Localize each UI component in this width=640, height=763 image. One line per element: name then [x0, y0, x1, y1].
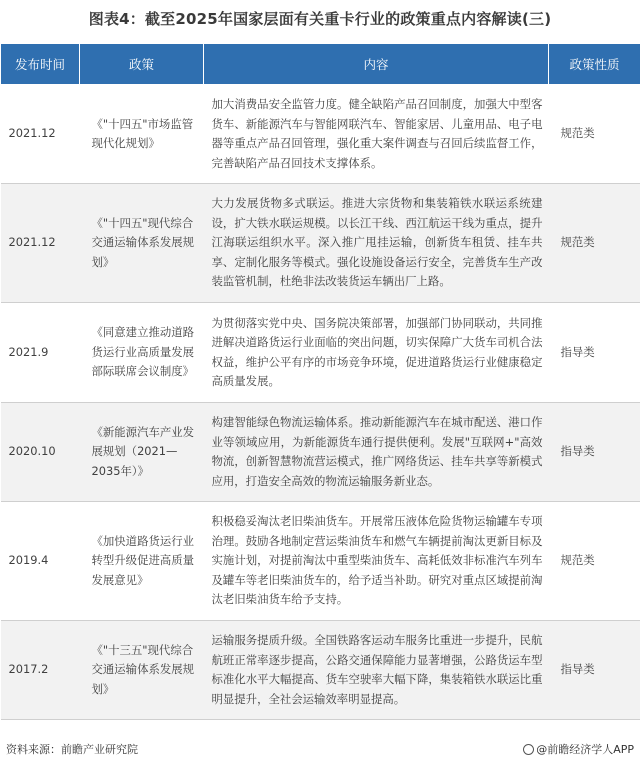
- cell-nature: 指导类: [549, 303, 640, 403]
- cell-content: 加大消费品安全监管力度。健全缺陷产品召回制度，加强大中型客货车、新能源汽车与智能网联汽车、智能家居、儿童用品、电子电器等重点产品召回管理，强化重大案件调查与召回后续监督工作，完善缺陷产品召回技术支撑体系。: [204, 85, 549, 184]
- source-note: 资料来源：前瞻产业研究院: [6, 743, 138, 756]
- table-row: [1, 403, 640, 502]
- brand-credit-text: @前瞻经济学人APP: [536, 743, 634, 756]
- cell-content: 大力发展货物多式联运。推进大宗货物和集装箱铁水联运系统建设，扩大铁水联运规模。以长江干线、西江航运干线为重点，提升江海联运组织水平。深入推广甩挂运输，创新货车租赁、挂车共享、定制化服务等模式。强化设施设备运行安全，完善货车生产改装监管机制，杜绝非法改装货运车辆出厂上路。: [204, 184, 549, 303]
- cell-content: 为贯彻落实党中央、国务院决策部署，加强部门协同联动，共同推进解决道路货运行业面临的突出问题，切实保障广大货车司机合法权益，维护公平有序的市场竞争环境，促进道路货运行业健康稳定高质量发展。: [204, 303, 549, 403]
- table-row: [1, 303, 640, 403]
- cell-date: 2020.10: [1, 403, 80, 502]
- cell-content: 构建智能绿色物流运输体系。推动新能源汽车在城市配送、港口作业等领域应用，为新能源货车通行提供便利。发展"互联网+"高效物流，创新智慧物流营运模式，推广网络货运、挂车共享等新模式应用，打造安全高效的物流运输服务新业态。: [204, 403, 549, 502]
- table-row: [1, 184, 640, 303]
- cell-nature: 规范类: [549, 502, 640, 621]
- cell-date: 2019.4: [1, 502, 80, 621]
- cell-policy: 《同意建立推动道路货运行业高质量发展部际联席会议制度》: [80, 303, 204, 403]
- cell-nature: 规范类: [549, 184, 640, 303]
- cell-date: 2021.12: [1, 184, 80, 303]
- brand-logo-icon: [523, 744, 534, 755]
- cell-policy: 《"十四五"现代综合交通运输体系发展规划》: [80, 184, 204, 303]
- cell-policy: 《加快道路货运行业转型升级促进高质量发展意见》: [80, 502, 204, 621]
- page-title: 图表4：截至2025年国家层面有关重卡行业的政策重点内容解读(三): [88, 10, 552, 28]
- cell-date: 2021.12: [1, 85, 80, 184]
- cell-date: 2021.9: [1, 303, 80, 403]
- table-row: [1, 502, 640, 621]
- table-row: [1, 85, 640, 184]
- cell-policy: 《"十三五"现代综合交通运输体系发展规划》: [80, 621, 204, 720]
- cell-policy: 《新能源汽车产业发展规划（2021—2035年）》: [80, 403, 204, 502]
- table-row: [1, 621, 640, 720]
- cell-date: 2017.2: [1, 621, 80, 720]
- column-header-content: 内容: [204, 44, 549, 85]
- column-header-policy: 政策: [80, 44, 204, 85]
- brand-credit: [523, 741, 634, 757]
- cell-nature: 指导类: [549, 403, 640, 502]
- table-header-row: [1, 44, 640, 85]
- cell-content: 运输服务提质升级。全国铁路客运动车服务比重进一步提升，民航航班正常率逐步提高，公路交通保障能力显著增强，公路货运车型标准化水平大幅提高、货车空驶率大幅下降，集装箱铁水联运比重明显提升，全社会运输效率明显提高。: [204, 621, 549, 720]
- cell-content: 积极稳妥淘汰老旧柴油货车。开展常压液体危险货物运输罐车专项治理。鼓励各地制定营运柴油货车和燃气车辆提前淘汰更新目标及实施计划，对提前淘汰中重型柴油货车、高耗低效非标准汽车列车及罐车等老旧柴油货车的，给予适当补助。研究对重点区域提前淘汰老旧柴油货车给予支持。: [204, 502, 549, 621]
- column-header-nature: 政策性质: [549, 44, 640, 85]
- policy-table: [0, 43, 640, 720]
- cell-nature: 规范类: [549, 85, 640, 184]
- cell-nature: 指导类: [549, 621, 640, 720]
- cell-policy: 《"十四五"市场监管现代化规划》: [80, 85, 204, 184]
- column-header-date: 发布时间: [1, 44, 80, 85]
